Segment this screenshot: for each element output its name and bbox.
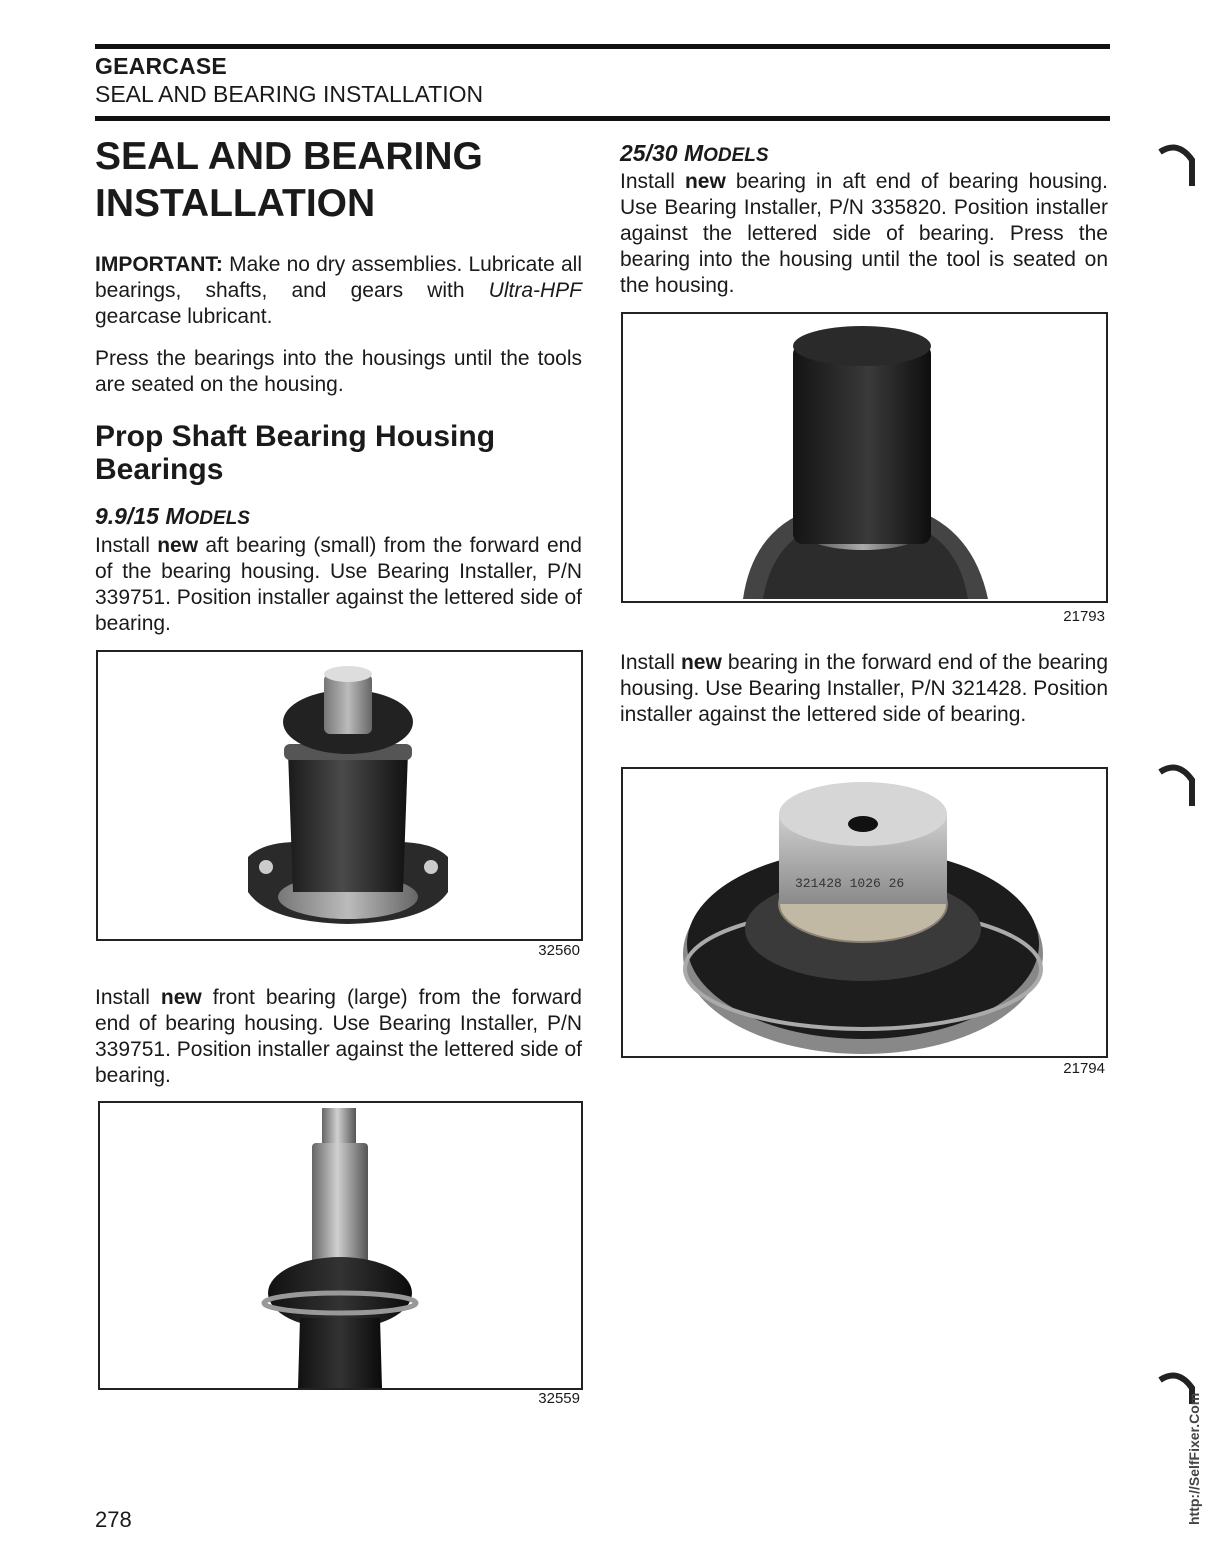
heading-num: 9.9/15 — [95, 503, 166, 529]
step-text-rest: front bearing (large) from the forward end of bearing housing. Use Bearing Installer, P/N 339751. Position installer against the lettered side of bearing. — [95, 986, 582, 1087]
figure-32559 — [98, 1101, 583, 1390]
important-text-end: gearcase lubricant. — [95, 305, 273, 328]
step-text-rest: bearing in aft end of bearing housing. Use Bearing Installer, P/N 335820. Position installer against the lettered side of bearing. Press the bearing into the housing until the tool is seated on the housing. — [620, 170, 1108, 297]
step-bold: new — [160, 986, 202, 1009]
figure-number-21793: 21793 — [1063, 608, 1105, 625]
page-title: SEAL AND BEARING INSTALLATION — [95, 135, 483, 225]
models-2530-step2 — [620, 650, 1108, 728]
installer-stamp: 321428 1026 26 — [795, 876, 905, 891]
binder-hole-mark-icon — [1158, 760, 1198, 810]
prop-shaft-heading: Prop Shaft Bearing Housing Bearings — [95, 420, 496, 486]
binder-hole-mark-icon — [1158, 140, 1198, 190]
heading-initial: M — [165, 503, 185, 529]
installer-seated-photo — [623, 314, 1106, 601]
step-text: Install — [95, 986, 161, 1009]
page-number: 278 — [95, 1507, 132, 1532]
step-text-rest: bearing in the forward end of the bearing housing. Use Bearing Installer, P/N 321428. Position installer against the lettered side of bearing. — [620, 651, 1109, 726]
step-text-rest: aft bearing (small) from the forward end of the bearing housing. Use Bearing Installer, P/N 339751. Position installer against the lettered side of bearing. — [95, 534, 582, 635]
header-section: GEARCASE — [95, 53, 227, 79]
important-text: Make no dry assemblies. Lubricate all bearings, shafts, and gears with — [95, 253, 582, 302]
forward-bearing-photo — [623, 769, 1106, 1056]
heading-num: 25/30 — [620, 140, 684, 166]
figure-number-21794: 21794 — [1063, 1060, 1105, 1077]
header-subsection: SEAL AND BEARING INSTALLATION — [95, 81, 484, 107]
models-2530-heading — [620, 140, 769, 167]
models-9915-step1 — [95, 533, 582, 637]
important-label: IMPORTANT: — [95, 253, 223, 276]
figure-32560 — [96, 650, 583, 941]
heading-initial: M — [683, 140, 704, 166]
lubricant-name: Ultra-HPF — [488, 279, 582, 302]
step-bold: new — [684, 170, 726, 193]
figure-number-32560: 32560 — [538, 942, 580, 959]
models-9915-heading — [95, 503, 250, 530]
models-9915-step2 — [95, 985, 582, 1089]
figure-21794 — [621, 767, 1108, 1058]
step-bold: new — [680, 651, 722, 674]
press-paragraph: Press the bearings into the housings until the tools are seated on the housing. — [95, 347, 582, 396]
step-text: Install — [620, 170, 685, 193]
figure-number-32559: 32559 — [538, 1390, 580, 1407]
bearing-installer-photo — [100, 1103, 581, 1388]
models-2530-step1 — [620, 169, 1108, 299]
step-bold: new — [157, 534, 199, 557]
step-text: Install — [95, 534, 158, 557]
heading-rest: ODELS — [703, 145, 769, 166]
important-note — [95, 252, 582, 330]
bearing-housing-photo — [98, 652, 581, 939]
header-top-rule — [95, 44, 1110, 49]
heading-rest: ODELS — [184, 508, 250, 529]
step-text: Install — [620, 651, 681, 674]
site-watermark: http://SelfFixer.Com — [1186, 1392, 1202, 1525]
figure-21793 — [621, 312, 1108, 603]
header-bottom-rule — [95, 116, 1110, 121]
